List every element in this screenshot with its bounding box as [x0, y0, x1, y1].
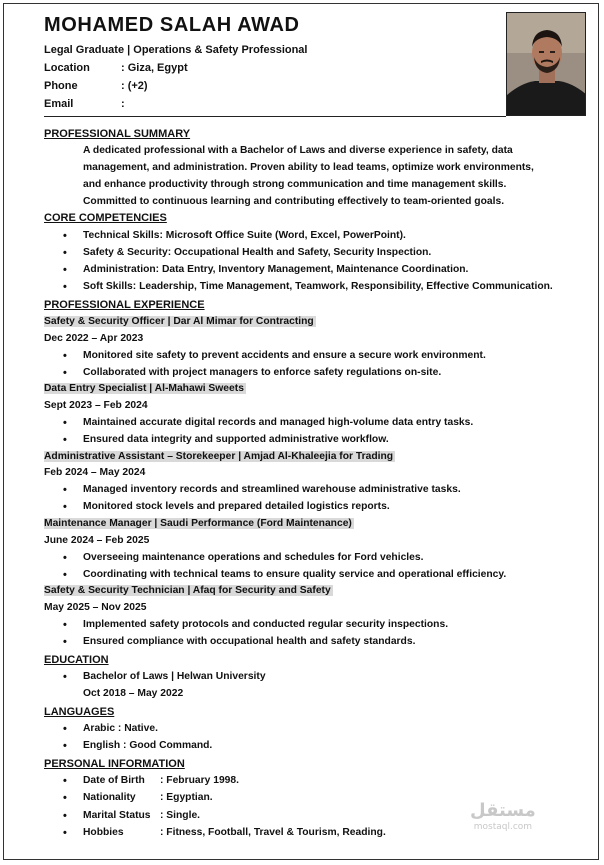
contact-phone: [44, 80, 148, 92]
personal-item: [83, 775, 239, 786]
competencies-heading: CORE COMPETENCIES: [44, 212, 167, 224]
contact-value: : (+2): [121, 80, 148, 92]
education-dates: Oct 2018 – May 2022: [83, 688, 184, 699]
education-heading: EDUCATION: [44, 654, 109, 666]
competency-item: • Safety & Security: Occupational Health and Safety, Security Inspection.: [83, 247, 431, 258]
candidate-name: MOHAMED SALAH AWAD: [44, 14, 300, 36]
personal-item: [83, 810, 200, 821]
job-bullet: • Maintained accurate digital records and managed high-volume data entry tasks.: [83, 417, 473, 428]
job-title: Safety & Security Technician | Afaq for Security and Safety: [44, 585, 331, 596]
job-bullet: • Monitored site safety to prevent accidents and ensure a secure work environment.: [83, 350, 486, 361]
competency-item: • Technical Skills: Microsoft Office Suite (Word, Excel, PowerPoint).: [83, 230, 406, 241]
contact-location: [44, 62, 188, 74]
job-dates: Sept 2023 – Feb 2024: [44, 400, 148, 411]
job-dates: May 2025 – Nov 2025: [44, 602, 147, 613]
watermark: [470, 800, 536, 833]
language-item: • English : Good Command.: [83, 740, 212, 751]
competency-item: • Administration: Data Entry, Inventory Management, Maintenance Coordination.: [83, 264, 468, 275]
job-title: Safety & Security Officer | Dar Al Mimar for Contracting: [44, 316, 314, 327]
language-item: • Arabic : Native.: [83, 723, 158, 734]
contact-label: Location: [44, 62, 90, 74]
job-title: Data Entry Specialist | Al-Mahawi Sweets: [44, 383, 244, 394]
contact-value: :: [121, 98, 125, 110]
personal-label: Date of Birth: [83, 775, 145, 786]
personal-heading: PERSONAL INFORMATION: [44, 758, 185, 770]
personal-value: : Egyptian.: [160, 792, 213, 803]
summary-heading: PROFESSIONAL SUMMARY: [44, 128, 191, 140]
personal-value: : February 1998.: [160, 775, 239, 786]
personal-label: Hobbies: [83, 827, 124, 838]
contact-value: : Giza, Egypt: [121, 62, 188, 74]
watermark-latin: mostaql.com: [473, 822, 533, 832]
tagline: Legal Graduate | Operations & Safety Professional: [44, 44, 308, 56]
job-dates: Dec 2022 – Apr 2023: [44, 333, 144, 344]
job-title: Administrative Assistant – Storekeeper | Amjad Al-Khaleejia for Trading: [44, 451, 394, 462]
personal-value: : Single.: [160, 810, 201, 821]
job-bullet: • Collaborated with project managers to enforce safety regulations on-site.: [83, 367, 441, 378]
personal-item: [83, 827, 386, 838]
header-divider: [44, 116, 506, 117]
personal-value: : Fitness, Football, Travel & Tourism, Reading.: [160, 827, 386, 838]
personal-item: [83, 792, 213, 803]
contact-email: [44, 98, 125, 110]
job-bullet: • Managed inventory records and streamlined warehouse administrative tasks.: [83, 484, 461, 495]
job-dates: June 2024 – Feb 2025: [44, 535, 150, 546]
personal-label: Nationality: [83, 792, 136, 803]
watermark-arabic: مستقل: [470, 800, 536, 821]
languages-heading: LANGUAGES: [44, 706, 115, 718]
job-dates: Feb 2024 – May 2024: [44, 467, 146, 478]
job-bullet: • Ensured compliance with occupational health and safety standards.: [83, 636, 415, 647]
education-degree: • Bachelor of Laws | Helwan University: [83, 671, 266, 682]
job-bullet: • Coordinating with technical teams to ensure quality service and operational efficiency.: [83, 569, 506, 580]
profile-photo: [506, 12, 586, 116]
contact-label: Phone: [44, 80, 78, 92]
profile-photo-image: [507, 13, 586, 116]
personal-label: Marital Status: [83, 810, 151, 821]
experience-heading: PROFESSIONAL EXPERIENCE: [44, 299, 205, 311]
competency-item: • Soft Skills: Leadership, Time Management, Teamwork, Responsibility, Effective Communication.: [83, 281, 553, 292]
job-bullet: • Monitored stock levels and prepared detailed logistics reports.: [83, 501, 390, 512]
job-bullet: • Implemented safety protocols and conducted regular security inspections.: [83, 619, 448, 630]
job-title: Maintenance Manager | Saudi Performance (Ford Maintenance): [44, 518, 352, 529]
job-bullet: • Ensured data integrity and supported administrative workflow.: [83, 434, 389, 445]
job-bullet: • Overseeing maintenance operations and schedules for Ford vehicles.: [83, 552, 423, 563]
contact-label: Email: [44, 98, 74, 110]
summary-text: A dedicated professional with a Bachelor of Laws and diverse experience in safety, data management, and administration. Proven ability to lead teams, optimize work environments, and enhance productivity through strong communication and time management skills. Committed to continuous learning and contributing effectively to team-oriented goals.: [83, 145, 534, 207]
